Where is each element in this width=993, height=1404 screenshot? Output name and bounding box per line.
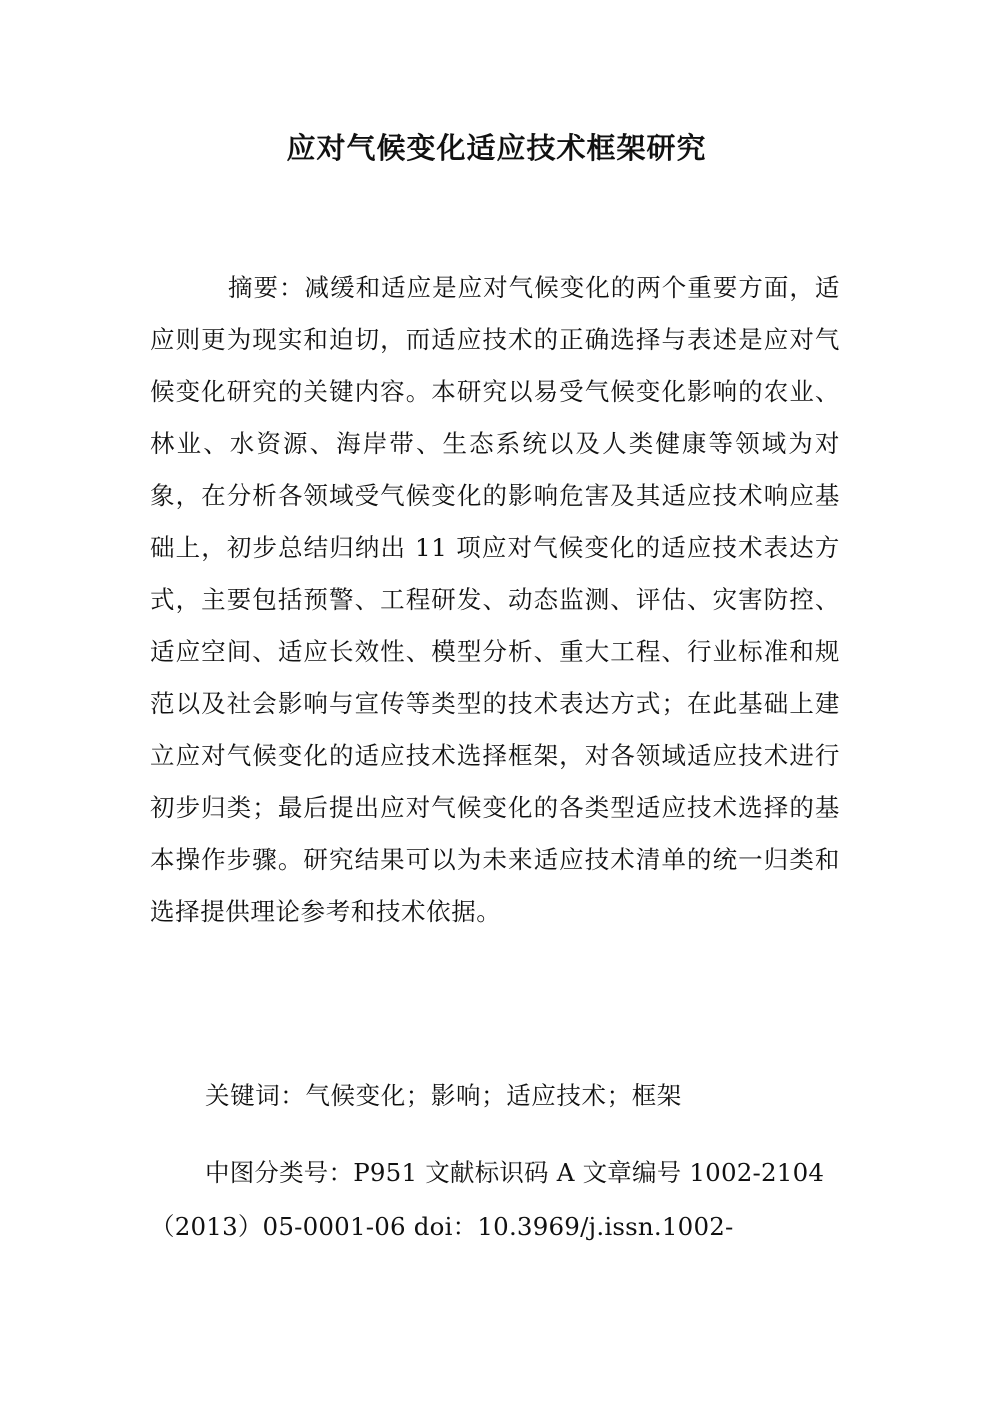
document-title: 应对气候变化适应技术框架研究 [286,131,707,165]
abstract-paragraph: 摘要：减缓和适应是应对气候变化的两个重要方面，适应则更为现实和迫切，而适应技术的正确选择与表述是应对气候变化研究的关键内容。本研究以易受气候变化影响的农业、林业、水资源、海岸带、生态系统以及人类健康等领域为对象，在分析各领域受气候变化的影响危害及其适应技术响应基础上，初步总结归纳出 11 项应对气候变化的适应技术表达方式，主要包括预警、工程研发、动态监测、评估、灾害防控、适应空间、适应长效性、模型分析、重大工程、行业标准和规范以及社会影响与宣传等类型的技术表达方式；在此基础上建立应对气候变化的适应技术选择框架，对各领域适应技术进行初步归类；最后提出应对气候变化的各类型适应技术选择的基本操作步骤。研究结果可以为未来适应技术清单的统一归类和选择提供理论参考和技术依据。 [150,273,840,926]
classification-line: 中图分类号：P951 文献标识码 A 文章编号 1002-2104（2013）05-0001-06 doi：10.3969/j.issn.1002- [150,1158,825,1241]
keywords-line: 关键词：气候变化；影响；适应技术；框架 [205,1081,682,1110]
